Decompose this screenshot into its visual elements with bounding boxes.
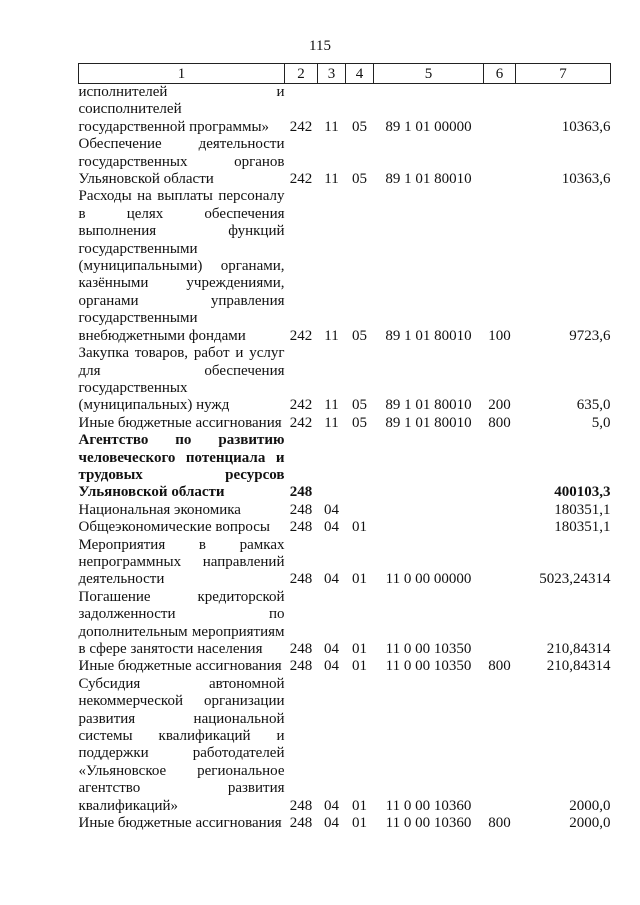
row-target-article: 89 1 01 80010	[385, 397, 472, 414]
row-expense-type	[484, 537, 516, 589]
row-amount: 10363,6	[561, 118, 611, 135]
row-name: исполнителей и соисполнителей государственной программы»	[78, 84, 285, 135]
row-amount: 2000,0	[569, 797, 611, 814]
row-amount: 635,0	[576, 397, 611, 414]
row-expense-type: 800	[488, 658, 511, 675]
row-section-code: 04	[324, 641, 339, 657]
row-target-article: 11 0 00 00000	[385, 571, 472, 588]
row-target-article: 11 0 00 10350	[385, 658, 472, 675]
row-amount: 180351,1	[554, 501, 611, 518]
table-row	[79, 676, 611, 815]
row-ministry-code: 248	[289, 571, 313, 588]
row-section-code: 11	[324, 397, 339, 414]
row-subsection-code: 05	[352, 414, 367, 431]
row-expense-type: 200	[488, 397, 511, 414]
column-header-5: 5	[374, 64, 484, 84]
row-section-code: 04	[324, 658, 339, 675]
row-subsection-code: 05	[352, 397, 367, 414]
row-amount: 9723,6	[569, 327, 611, 344]
table-row	[79, 589, 611, 659]
row-amount: 400103,3	[554, 484, 611, 501]
row-ministry-code: 248	[289, 641, 313, 657]
row-expense-type: 800	[488, 815, 511, 832]
row-subsection-code	[346, 432, 374, 502]
table-row	[79, 502, 611, 519]
row-expense-type	[484, 84, 516, 137]
row-section-code: 04	[324, 571, 339, 588]
table-row	[79, 658, 611, 675]
table-header-row	[79, 64, 611, 84]
row-amount: 210,84314	[546, 641, 611, 657]
row-subsection-code: 01	[352, 658, 367, 675]
row-amount: 210,84314	[546, 658, 611, 675]
row-section-code: 04	[324, 519, 339, 536]
table-row	[79, 415, 611, 432]
row-name: Иные бюджетные ассигнования	[78, 658, 282, 675]
row-expense-type	[484, 136, 516, 188]
row-subsection-code: 05	[352, 118, 367, 135]
row-target-article	[374, 432, 484, 502]
column-header-2: 2	[285, 64, 318, 84]
row-target-article: 11 0 00 10360	[385, 815, 472, 832]
table-body	[79, 84, 611, 833]
row-section-code: 04	[324, 815, 339, 832]
row-ministry-code: 248	[289, 519, 313, 536]
row-section-code: 11	[324, 327, 339, 344]
row-subsection-code: 01	[352, 641, 367, 657]
row-subsection-code	[346, 502, 374, 519]
row-target-article: 11 0 00 10360	[385, 797, 472, 814]
row-ministry-code: 248	[289, 501, 313, 518]
row-section-code: 11	[324, 171, 339, 188]
row-section-code: 04	[324, 797, 339, 814]
row-subsection-code: 05	[352, 171, 367, 188]
row-name: Мероприятия в рамках непрограммных направлений деятельности	[78, 536, 285, 588]
row-target-article	[374, 519, 484, 536]
row-name: Иные бюджетные ассигнования	[78, 815, 282, 832]
row-amount: 5023,24314	[539, 571, 611, 588]
row-amount: 10363,6	[561, 171, 611, 188]
row-expense-type	[484, 589, 516, 659]
row-target-article: 89 1 01 80010	[385, 171, 472, 188]
row-name: Погашение кредиторской задолженности по дополнительным мероприятиям в сфере занятости населения	[78, 588, 285, 657]
table-row	[79, 815, 611, 832]
row-expense-type	[484, 519, 516, 536]
table-row	[79, 136, 611, 188]
row-target-article	[374, 502, 484, 519]
row-ministry-code: 242	[289, 171, 313, 188]
row-section-code: 11	[324, 414, 339, 431]
row-ministry-code: 242	[289, 118, 313, 135]
row-ministry-code: 248	[289, 815, 313, 832]
row-expense-type: 100	[488, 327, 511, 344]
row-name: Закупка товаров, работ и услуг для обеспечения государственных (муниципальных) нужд	[78, 345, 285, 414]
table-row	[79, 519, 611, 536]
row-name: Общеэкономические вопросы	[78, 519, 270, 536]
column-header-4: 4	[346, 64, 374, 84]
row-subsection-code: 01	[352, 815, 367, 832]
row-section-code: 04	[324, 501, 339, 518]
row-name: Агентство по развитию человеческого потенциала и трудовых ресурсов Ульяновской области	[78, 432, 285, 501]
row-expense-type	[484, 676, 516, 815]
row-section-code: 11	[324, 118, 339, 135]
row-ministry-code: 242	[289, 397, 313, 414]
row-name: Национальная экономика	[78, 501, 241, 518]
row-ministry-code: 248	[289, 484, 313, 501]
table-row	[79, 537, 611, 589]
row-name: Субсидия автономной некоммерческой организации развития национальной системы квалификаций и поддержки работодателей «Ульяновское региональное агентство развития квалификаций»	[78, 675, 285, 814]
row-amount: 180351,1	[554, 519, 611, 536]
table-row	[79, 345, 611, 415]
table-row	[79, 84, 611, 137]
column-header-6: 6	[484, 64, 516, 84]
table-row	[79, 432, 611, 502]
row-expense-type	[484, 502, 516, 519]
table-row	[79, 188, 611, 345]
row-subsection-code: 01	[352, 571, 367, 588]
column-header-7: 7	[516, 64, 611, 84]
row-name: Расходы на выплаты персоналу в целях обеспечения выполнения функций государственными (муниципальными) органами, казёнными учреждениями, органами управления государственными внебюджетными фондами	[78, 188, 285, 344]
row-target-article: 89 1 01 00000	[385, 118, 472, 135]
column-header-1: 1	[79, 64, 285, 84]
row-subsection-code: 01	[352, 519, 367, 536]
row-subsection-code: 05	[352, 327, 367, 344]
row-ministry-code: 248	[289, 797, 313, 814]
row-ministry-code: 242	[289, 327, 313, 344]
row-section-code	[318, 432, 346, 502]
row-target-article: 11 0 00 10350	[385, 641, 472, 657]
row-subsection-code: 01	[352, 797, 367, 814]
row-expense-type: 800	[488, 414, 511, 431]
row-target-article: 89 1 01 80010	[385, 414, 472, 431]
row-amount: 5,0	[591, 414, 611, 431]
row-expense-type	[484, 432, 516, 502]
row-name: Иные бюджетные ассигнования	[78, 414, 282, 431]
row-name: Обеспечение деятельности государственных органов Ульяновской области	[78, 136, 285, 188]
row-ministry-code: 248	[289, 658, 313, 675]
page-number: 115	[309, 38, 331, 54]
row-amount: 2000,0	[569, 815, 611, 832]
column-header-3: 3	[318, 64, 346, 84]
budget-table	[78, 63, 611, 832]
row-target-article: 89 1 01 80010	[385, 327, 472, 344]
row-ministry-code: 242	[289, 414, 313, 431]
